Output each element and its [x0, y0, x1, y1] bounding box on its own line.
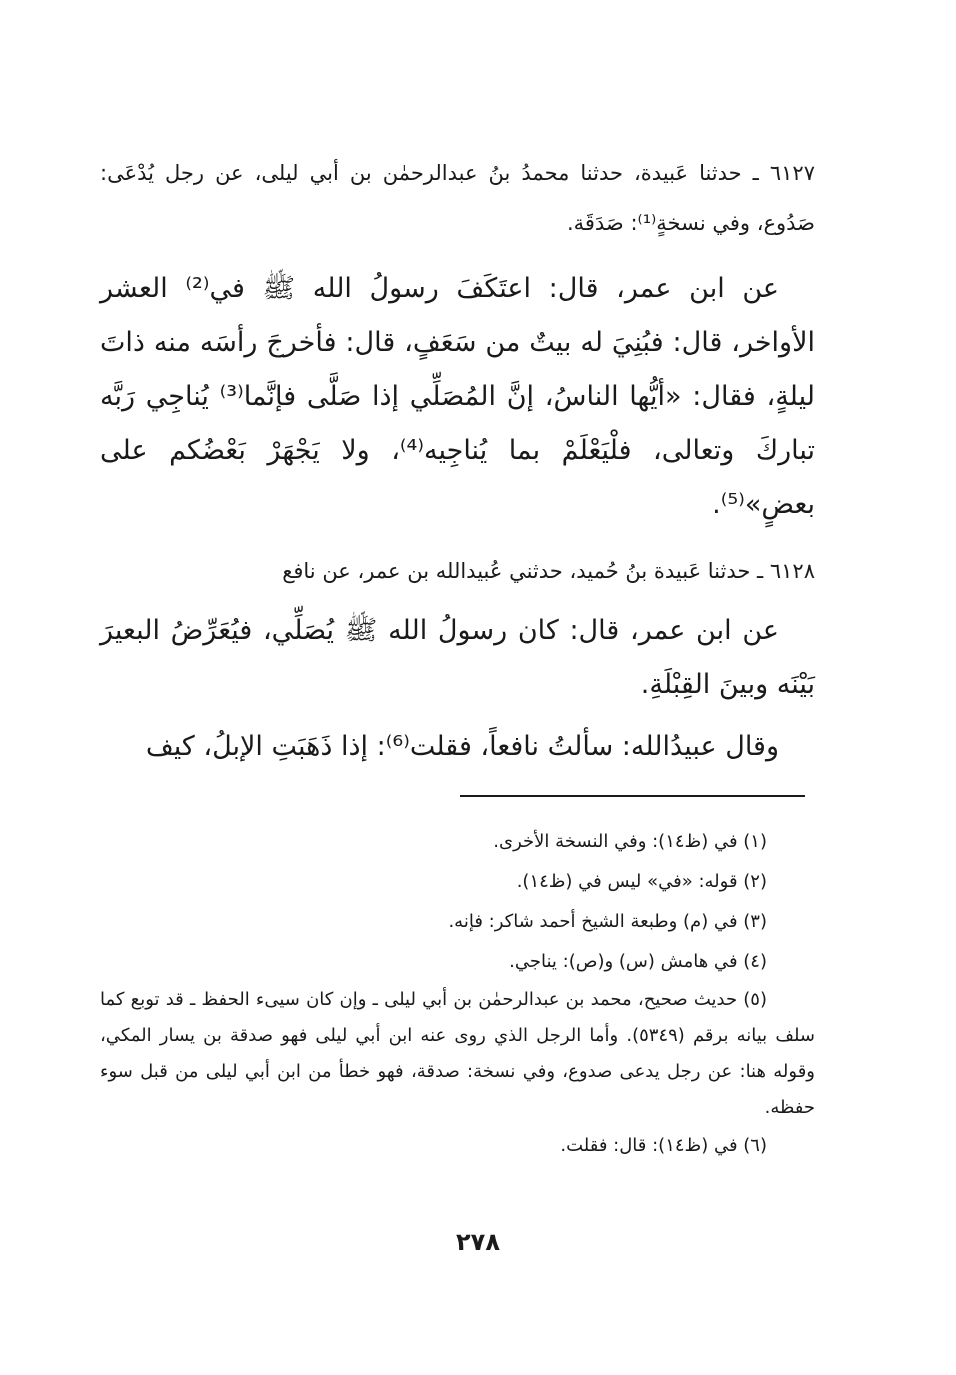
footnote-6: (٦) في (ظ١٤): قال: فقلت. — [560, 1135, 767, 1156]
footnote-2: (٢) قوله: «في» ليس في (ظ١٤). — [516, 871, 767, 892]
footnote-1: (١) في (ظ١٤): وفي النسخة الأخرى. — [493, 831, 767, 852]
footnote-divider — [460, 795, 805, 797]
main-text — [100, 148, 815, 774]
footnote-5: (٥) حديث صحيح، محمد بن عبدالرحمٰن بن أبي ليلى ـ وإن كان سيىء الحفظ ـ قد توبع كما سلف بيانه برقم (٥٣٤٩). وأما الرجل الذي روى عنه ابن أبي ليلى فهو صدقة بن يسار المكي، وقوله هنا: عن رجل يدعى صدوع، وفي نسخة: صدقة، فهو خطأ من ابن أبي ليلى من قبل سوء حفظه. — [100, 989, 815, 1118]
hadith-6128-matn: عن ابن عمر، قال: كان رسولُ الله ﷺ يُصَلِّي، فيُعَرِّضُ البعيرَ بَيْنَه وبينَ القِبْلَةِ. — [100, 615, 815, 700]
hadith-6128-isnad: ٦١٢٨ ـ حدثنا عَبيدة بنُ حُميد، حدثني عُبيدالله بن عمر، عن نافع — [282, 559, 815, 583]
hadith-6127-isnad: ٦١٢٧ ـ حدثنا عَبيدة، حدثنا محمدُ بنُ عبدالرحمٰن بن أبي ليلى، عن رجل يُدْعَى: صَدُوع، وفي نسخةٍ⁽¹⁾: صَدَقَة. — [100, 161, 815, 235]
footnote-3: (٣) في (م) وطبعة الشيخ أحمد شاكر: فإنه. — [448, 911, 767, 932]
page-number: ٢٧٨ — [456, 1228, 500, 1256]
hadith-6127-matn: عن ابن عمر، قال: اعتَكَفَ رسولُ الله ﷺ في⁽²⁾ العشر الأواخر، قال: فبُنِيَ له بيتٌ من سَعَفٍ، قال: فأخرجَ رأسَه منه ذاتَ ليلةٍ، فقال: «أيُّها الناسُ، إنَّ المُصَلِّي إذا صَلَّى فإنَّما⁽³⁾ يُناجِي رَبَّه تباركَ وتعالى، فلْيَعْلَمْ بما يُناجِيه⁽⁴⁾، ولا يَجْهَرْ بَعْضُكم على بعضٍ»⁽⁵⁾. — [100, 273, 815, 520]
footnotes — [100, 822, 815, 1166]
hadith-6128-matn-continued: وقال عبيدُالله: سألتُ نافعاً، فقلت⁽⁶⁾: إذا ذَهَبَتِ الإبلُ، كيف — [145, 731, 779, 762]
footnote-4: (٤) في هامش (س) و(ص): يناجي. — [509, 951, 767, 972]
